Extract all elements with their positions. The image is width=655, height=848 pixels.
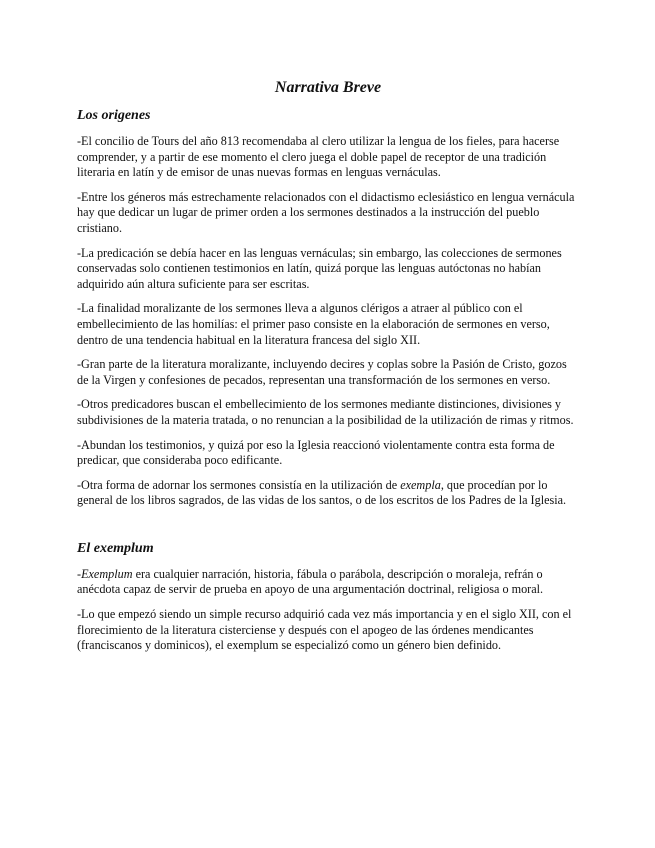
paragraph: -Gran parte de la literatura moralizante, incluyendo decires y coplas sobre la Pasión de Cristo, gozos de la Virgen y confesiones de pecados, representan una transformación de los sermones en verso. <box>77 357 567 387</box>
section-heading: Los origenes <box>77 108 151 123</box>
paragraph: -La predicación se debía hacer en las lenguas vernáculas; sin embargo, las colecciones de sermones conservadas solo contienen testimonios en latín, quizá porque las lenguas autóctonas no habían adquirido aún altura suficiente para ser escritas. <box>77 245 562 291</box>
paragraph-text: , que procedían por lo general de los libros sagrados, de las vidas de los santos, o de los escritos de los Padres de la Iglesia. <box>77 477 567 508</box>
paragraph <box>77 478 579 509</box>
paragraph-text: era cualquier narración, historia, fábula o parábola, descripción o moraleja, refrán o anécdota capaz de servir de prueba en apoyo de una argumentación doctrinal, religiosa o moral. <box>77 566 544 597</box>
section-origenes <box>77 107 579 509</box>
paragraph: -Otros predicadores buscan el embellecimiento de los sermones mediante distinciones, divisiones y subdivisiones de la materia tratada, o no renuncian a la posibilidad de la utilización de rimas y ritmos. <box>77 397 574 427</box>
section-heading: El exemplum <box>77 540 154 556</box>
paragraph: -Abundan los testimonios, y quizá por eso la Iglesia reaccionó violentamente contra esta forma de predicar, que consideraba poco edificante. <box>77 437 555 468</box>
paragraph: -Entre los géneros más estrechamente relacionados con el didactismo eclesiástico en lengua vernácula hay que dedicar un lugar de primer orden a los sermones destinados a la instrucción del pueblo cristiano. <box>77 189 575 235</box>
italic-term: exempla <box>400 477 441 492</box>
paragraph <box>77 567 579 598</box>
document-title: Narrativa Breve <box>274 79 382 96</box>
paragraph: -La finalidad moralizante de los sermones lleva a algunos clérigos a atraer al público con el embellecimiento de las homilías: el primer paso consiste en la elaboración de sermones en verso, dentro de una tendencia habitual en la literatura francesa del siglo XII. <box>77 301 550 347</box>
section-exemplum <box>77 540 579 654</box>
paragraph-text: - <box>77 566 82 581</box>
section-spacer <box>77 518 579 540</box>
paragraph: -El concilio de Tours del año 813 recomendaba al clero utilizar la lengua de los fieles, para hacerse comprender, y a partir de ese momento el clero juega el doble papel de receptor de una tradición literaria en latín y de emisor de unas nuevas formas en lenguas vernáculas. <box>77 134 560 180</box>
paragraph-text: -Otra forma de adornar los sermones consistía en la utilización de <box>77 477 401 492</box>
italic-term: Exemplum <box>81 566 133 581</box>
paragraph: -Lo que empezó siendo un simple recurso adquirió cada vez más importancia y en el siglo XII, con el florecimiento de la literatura cisterciense y después con el apogeo de las órdenes mendicantes (franciscanos y dominicos), el exemplum se especializó como un género bien definido. <box>77 607 572 653</box>
document-page <box>77 78 579 663</box>
